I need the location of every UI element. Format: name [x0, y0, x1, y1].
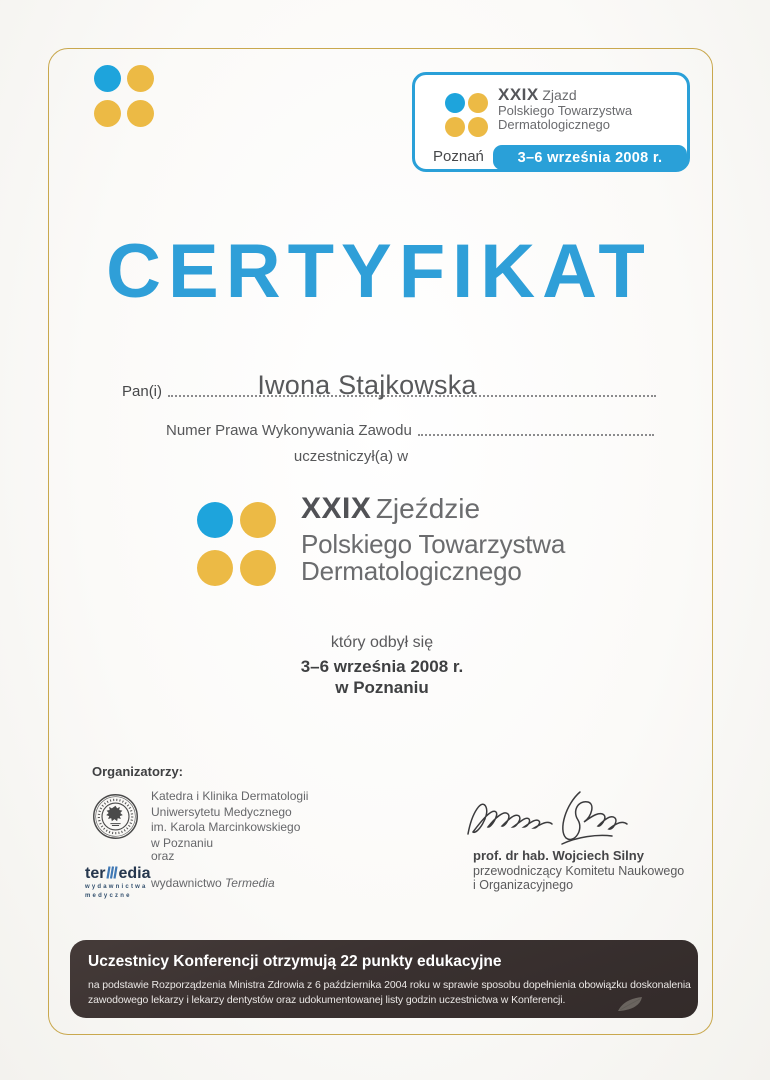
certificate-title: CERTYFIKAT [106, 229, 652, 314]
signer-role-line1: przewodniczący Komitetu Naukowego [473, 864, 685, 878]
banner-headline: Uczestnicy Konferencji otrzymują 22 punkty edukacyjne [88, 953, 502, 970]
dot-yellow-icon [468, 117, 488, 137]
signer-role-line2: i Organizacyjnego [473, 878, 574, 892]
university-seal-icon [92, 793, 139, 840]
dot-yellow-icon [127, 65, 154, 92]
salutation-label: Pan(i) [122, 383, 163, 400]
dot-yellow-icon [445, 117, 465, 137]
badge-org-line2: Dermatologicznego [498, 117, 611, 132]
four-dots-logo [94, 65, 154, 127]
dot-yellow-icon [468, 93, 488, 113]
organizers-heading: Organizatorzy: [92, 764, 184, 779]
event-place: w Poznaniu [335, 678, 429, 697]
conjunction-label: oraz [151, 849, 175, 863]
badge-city: Poznań [433, 148, 484, 165]
banner-legal-line1: na podstawie Rozporządzenia Ministra Zdrowia z 6 października 2004 roku w sprawie sposobu dopełnienia obowiązku doskonalenia [88, 979, 691, 991]
dot-yellow-icon [127, 100, 154, 127]
four-dots-logo-small [445, 93, 488, 137]
event-date-block [0, 634, 767, 698]
dot-blue-icon [197, 502, 233, 538]
held-label: który odbył się [330, 634, 434, 651]
badge-congress-number: XXIX [498, 85, 539, 104]
badge-congress-word: Zjazd [542, 87, 577, 103]
termedia-logo [85, 866, 149, 900]
license-label: Numer Prawa Wykonywania Zawodu [166, 422, 412, 439]
dot-blue-icon [94, 65, 121, 92]
university-line: Katedra i Klinika Dermatologii [151, 789, 309, 803]
termedia-text-post: edia [118, 865, 151, 882]
banner-legal-text [88, 978, 691, 1008]
university-name-block [151, 789, 308, 851]
leaf-watermark-icon [616, 995, 646, 1013]
congress-org-line2: Dermatologicznego [301, 556, 522, 586]
badge-date: 3–6 września 2008 r. [517, 149, 663, 166]
termedia-m-icon [105, 866, 118, 879]
publisher-line [151, 876, 275, 890]
termedia-text-pre: ter [85, 865, 106, 882]
signer-name: prof. dr hab. Wojciech Silny [473, 848, 644, 863]
dot-blue-icon [445, 93, 465, 113]
congress-badge [412, 72, 690, 172]
dot-yellow-icon [240, 550, 276, 586]
badge-date-pill [493, 145, 687, 170]
badge-title [498, 85, 633, 133]
recipient-name-row [122, 363, 656, 403]
university-line: w Poznaniu [151, 835, 214, 850]
signer-role [473, 864, 684, 892]
congress-number: XXIX [301, 492, 372, 525]
recipient-name: Iwona Stajkowska [257, 370, 477, 400]
university-line: Uniwersytetu Medycznego [151, 804, 292, 819]
participated-label: uczestniczył(a) w [293, 448, 409, 465]
dot-yellow-icon [240, 502, 276, 538]
dotted-line [418, 434, 654, 436]
education-points-banner [70, 940, 698, 1018]
congress-name-block [301, 492, 565, 585]
university-line: im. Karola Marcinkowskiego [151, 820, 301, 834]
termedia-subtitle-line2: medyczne [85, 893, 132, 899]
termedia-subtitle-line1: wydawnictwa [85, 884, 148, 890]
publisher-prefix: wydawnictwo [151, 876, 222, 890]
event-date: 3–6 września 2008 r. [300, 657, 464, 676]
dot-yellow-icon [197, 550, 233, 586]
badge-org-line1: Polskiego Towarzystwa [498, 102, 633, 118]
congress-org-line1: Polskiego Towarzystwa [301, 529, 566, 559]
dot-yellow-icon [94, 100, 121, 127]
congress-word: Zjeździe [375, 493, 481, 524]
banner-legal-line2: zawodowego lekarzy i lekarzy dentystów oraz udokumentowanej listy godzin uczestnictwa w Konferencji. [88, 994, 566, 1006]
license-number-row [166, 421, 654, 439]
four-dots-logo-large [197, 502, 276, 586]
handwritten-signature [462, 782, 634, 850]
publisher-name: Termedia [225, 876, 275, 890]
